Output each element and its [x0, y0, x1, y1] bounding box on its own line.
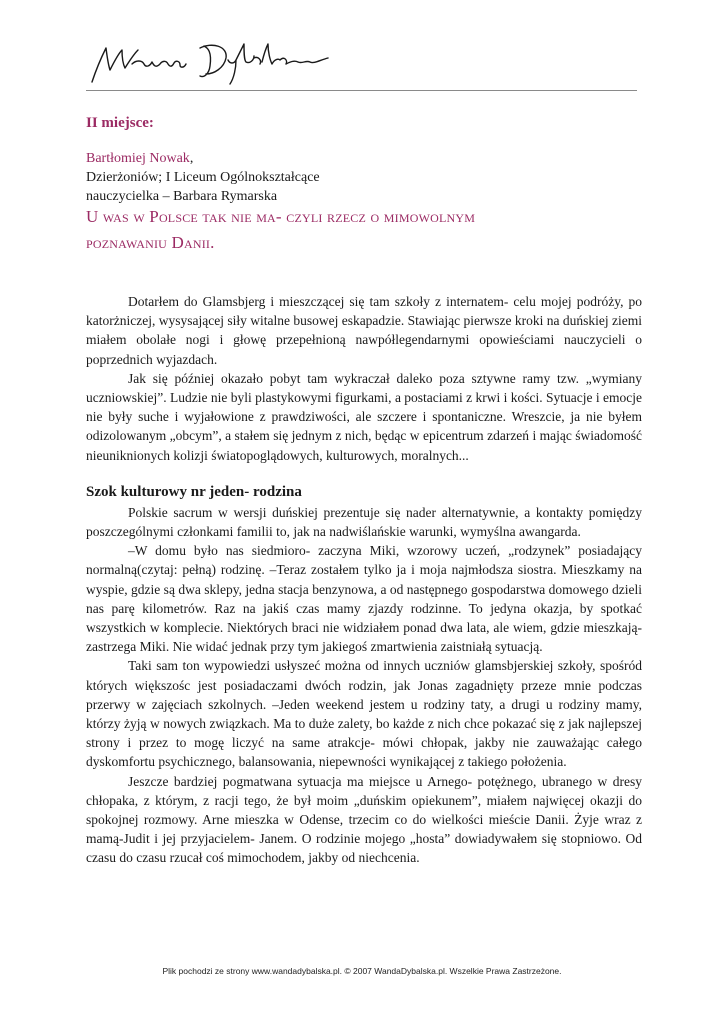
section-paragraph: Taki sam ton wypowiedzi usłyszeć można od innych uczniów glamsbjerskiej szkoły, spośród których większośc jest posiadaczami dwóch rodzin, jak Jonas zagadnięty przeze mnie podczas przerwy w zajęciach szkolnych. –Jeden weekend jestem u rodziny taty, a drugi u rodziny mamy, którzy żyją w nowych związkach. Ma to duże zalety, bo każde z nich chce pokazać się z jak najlepszej strony i przez to mogę liczyć na same atrakcje- mówi chłopak, jakby nie zauważając całego dyskomfortu psychicznego, balansowania, niepewności wynikającej z takiego położenia. [86, 658, 642, 770]
section-paragraph: Polskie sacrum w wersji duńskiej prezentuje się nader alternatywnie, a kontakty pomiędzy poszczególnymi członkami familii to, jak na nadwiślańskie warunki, wymyślna awangarda. [86, 504, 642, 540]
author-teacher: nauczycielka – Barbara Rymarska [86, 189, 278, 204]
author-name: Bartłomiej Nowak [86, 151, 190, 166]
author-name-suffix: , [189, 151, 194, 166]
intro-paragraph: Jak się później okazało pobyt tam wykraczał daleko poza sztywne ramy tzw. „wymiany uczniowskiej”. Ludzie nie byli plastykowymi figurkami, a postaciami z krwi i kości. Sytuacje i emocje nie były suche i wyjałowione z prawdziwości, ale szczere i spontaniczne. Wreszcie, ja nie byłem odizolowanym „obcym”, a stałem się jednym z nich, będąc w epicentrum zdarzeń i mając świadomość nieuniknionych kolizji światopoglądowych, kulturowych, moralnych... [86, 370, 642, 463]
article-body [86, 292, 642, 868]
place-label: II miejsce: [86, 115, 154, 131]
section-spacer [86, 465, 642, 481]
author-block [86, 149, 320, 206]
article-title [86, 204, 646, 256]
signature-svg [88, 34, 338, 88]
section-paragraph: Jeszcze bardziej pogmatwana sytuacja ma miejsce u Arnego- potężnego, ubranego w dresy chłopaka, z którym, z racji tego, że był moim „duńskim opiekunem”, miałem najwięcej okazji do spokojnej rozmowy. Arne mieszka w Odense, trzecim co do wielkości mieście Danii. Żyje wraz z mamą-Judit i jej przyjacielem- Janem. O rodzinie mojego „hosta” dowiadywałem się stopniowo. Od czasu do czasu rzucał coś mimochodem, jakby od niechcenia. [86, 773, 642, 866]
author-line [86, 149, 320, 168]
article-title-line-1: U was w Polsce tak nie ma- czyli rzecz o mimowolnym [86, 207, 476, 226]
author-school: Dzierżoniów; I Liceum Ogólnokształcące [86, 170, 320, 185]
section-heading: Szok kulturowy nr jeden- rodzina [86, 483, 302, 500]
header-rule [86, 90, 637, 91]
intro-paragraph: Dotarłem do Glamsbjerg i mieszczącej się tam szkoły z internatem- celu mojej podróży, po katorżniczej, wysysającej siły witalne busowej eskapadzie. Stawiając pierwsze kroki na duńskiej ziemi miałem obolałe nogi i głowę przepełnioną nawpółlegendarnymi opowieściami nauczycieli o poprzednich wyjazdach. [86, 294, 642, 367]
signature-image [88, 34, 338, 88]
section-paragraph: –W domu było nas siedmioro- zaczyna Miki, wzorowy uczeń, „rodzynek” posiadający normalną(czytaj: pełną) rodzinę. –Teraz zostałem tylko ja i moja najmłodsza siostra. Mieszkamy na wyspie, gdzie są dwa sklepy, jedna stacja benzynowa, a od następnego gospodarstwa domowego dzieli nas parę kilometrów. Raz na jakiś czas mamy zjazdy rodzinne. To jedyna okazja, by spotkać wszystkich w komplecie. Niektórych braci nie widziałem ponad dwa lata, ale wiem, gdzie mieszkają- zastrzega Miki. Nie widać jednak przy tym jakiegoś zmartwienia zaistniałą sytuacją. [86, 543, 642, 655]
article-title-line-2: poznawaniu Danii. [86, 233, 215, 252]
footer-copyright: Plik pochodzi ze strony www.wandadybalska.pl. © 2007 WandaDybalska.pl. Wszelkie Prawa Zastrzeżone. [162, 966, 562, 976]
